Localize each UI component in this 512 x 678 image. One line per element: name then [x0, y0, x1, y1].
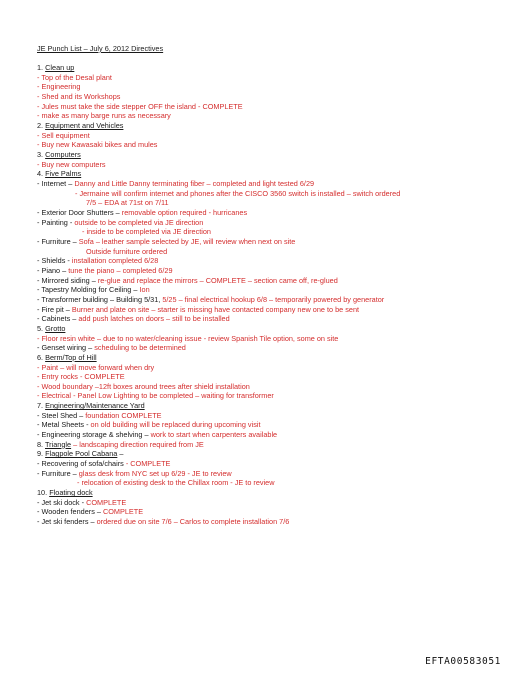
- item-label: - Engineering storage & shelving –: [37, 430, 151, 440]
- list-item: [37, 478, 487, 488]
- item-status: on old building will be replaced during upcoming visit: [90, 420, 261, 430]
- item-status: Ion: [139, 285, 150, 295]
- item-status: - Buy new Kawasaki bikes and mules: [37, 140, 158, 150]
- section-number: 8.: [37, 439, 44, 449]
- item-status: work to start when carpenters available: [150, 430, 278, 440]
- list-item: [37, 227, 487, 237]
- item-status: - inside to be completed via JE direction: [82, 227, 211, 237]
- item-label: - Fire pit –: [37, 304, 72, 314]
- section-heading: [37, 440, 487, 450]
- section-number: 5.: [37, 323, 44, 333]
- list-item: [37, 334, 487, 344]
- list-item: [37, 391, 487, 401]
- list-item: [37, 208, 487, 218]
- list-item: [37, 314, 487, 324]
- list-item: [37, 498, 487, 508]
- section-heading: [37, 121, 487, 131]
- item-label: - Metal Sheets -: [37, 420, 91, 430]
- section-title: Five Palms: [45, 169, 82, 179]
- list-item: [37, 198, 487, 208]
- item-status: removable option required - hurricanes: [121, 208, 248, 217]
- item-status: glass desk from NYC set up 6/29 - JE to review: [78, 468, 232, 478]
- item-status: tune the piano – completed 6/29: [68, 265, 173, 275]
- list-item: [37, 372, 487, 382]
- section-title: Computers: [45, 150, 81, 160]
- section-heading: [37, 449, 487, 459]
- punch-list-document: [37, 44, 487, 527]
- item-status: Outside furniture ordered: [86, 246, 168, 256]
- list-item: [37, 102, 487, 112]
- section-title: Berm/Top of Hill: [45, 352, 97, 362]
- list-item: [37, 420, 487, 430]
- section-heading: [37, 401, 487, 411]
- item-label: - Genset wiring –: [37, 343, 95, 353]
- item-status: 5/25 – final electrical hookup 6/8 – temporarily powered by generator: [162, 294, 385, 304]
- section-heading: [37, 324, 487, 334]
- section-heading: [37, 488, 487, 498]
- section-number: 7.: [37, 401, 44, 411]
- section-title: Flagpole Pool Cabana: [45, 449, 118, 459]
- list-item: [37, 247, 487, 257]
- item-label: - Jet ski dock -: [37, 497, 87, 507]
- item-label: - Transformer building – Building 5/31,: [37, 294, 163, 304]
- section-number: 1.: [37, 63, 44, 73]
- item-status: installation completed 6/28: [71, 256, 159, 266]
- section-title: Triangle: [45, 439, 72, 449]
- item-label: - Jet ski fenders –: [37, 517, 97, 526]
- list-item: [37, 140, 487, 150]
- item-status: outside to be completed via JE direction: [74, 217, 204, 227]
- item-label: - Recovering of sofa/chairs: [37, 459, 126, 469]
- item-status: - Top of the Desal plant: [37, 72, 112, 82]
- list-item: [37, 266, 487, 276]
- item-status: - Entry rocks - COMPLETE: [37, 372, 125, 382]
- item-label: - Steel Shed –: [37, 410, 86, 420]
- item-status: - Shed and its Workshops: [37, 92, 121, 102]
- list-item: [37, 295, 487, 305]
- item-label: - Piano –: [37, 265, 69, 275]
- section-heading: [37, 353, 487, 363]
- item-status: - Electrical - Panel Low Lighting to be completed – waiting for transformer: [37, 391, 274, 401]
- list-item: [37, 507, 487, 517]
- list-item: [37, 517, 487, 527]
- list-item: [37, 92, 487, 102]
- item-status: - Engineering: [37, 82, 81, 92]
- section-title: Equipment and Vehicles: [45, 121, 124, 131]
- item-status: ordered due on site 7/6 – Carlos to complete installation 7/6: [96, 517, 290, 526]
- item-status: Sofa – leather sample selected by JE, will review when next on site: [78, 236, 296, 246]
- item-status: - Buy new computers: [37, 159, 106, 169]
- section-title-suffix: –: [117, 449, 124, 459]
- document-id-footer: EFTA00583051: [425, 656, 501, 667]
- item-status: 7/5 – EDA at 71st on 7/11: [86, 198, 169, 208]
- item-label: - Furniture –: [37, 468, 79, 478]
- item-label: - Cabinets –: [37, 314, 79, 324]
- item-status: re-glue and replace the mirrors – COMPLETE – section came off, re-glued: [97, 275, 338, 285]
- punch-list-body: [37, 63, 487, 527]
- item-label: - Exterior Door Shutters –: [37, 208, 122, 217]
- list-item: [37, 189, 487, 199]
- item-label: - Shields -: [37, 256, 72, 266]
- section-title: Floating dock: [49, 488, 93, 498]
- list-item: [37, 285, 487, 295]
- list-item: [37, 276, 487, 286]
- section-number: 3.: [37, 150, 44, 160]
- item-label: - Mirrored siding –: [37, 275, 98, 285]
- section-number: 4.: [37, 169, 44, 179]
- item-status: - Wood boundary –12ft boxes around trees after shield installation: [37, 381, 250, 391]
- list-item: [37, 305, 487, 315]
- list-item: [37, 131, 487, 141]
- list-item: [37, 363, 487, 373]
- item-label: - Tapestry Molding for Ceiling –: [37, 285, 140, 295]
- item-status: - Floor resin white – due to no water/cleaning issue - review Spanish Tile option, some on site: [37, 333, 339, 343]
- section-heading: [37, 63, 487, 73]
- item-status: - relocation of existing desk to the Chillax room - JE to review: [77, 478, 275, 488]
- list-item: [37, 179, 487, 189]
- section-number: 2.: [37, 121, 44, 131]
- list-item: [37, 218, 487, 228]
- section-number: 10.: [37, 488, 48, 498]
- item-status: foundation COMPLETE: [85, 410, 162, 420]
- section-title-note: – landscaping direction required from JE: [71, 439, 204, 449]
- item-status: COMPLETE: [102, 507, 144, 517]
- item-status: - Sell equipment: [37, 130, 90, 140]
- list-item: [37, 343, 487, 353]
- section-number: 6.: [37, 352, 44, 362]
- item-label: - Internet –: [37, 179, 75, 189]
- item-label: - Painting -: [37, 217, 75, 227]
- list-item: [37, 411, 487, 421]
- list-item: [37, 459, 487, 469]
- list-item: [37, 469, 487, 479]
- item-label: - Furniture –: [37, 236, 79, 246]
- list-item: [37, 111, 487, 121]
- section-title: Grotto: [45, 323, 66, 333]
- list-item: [37, 237, 487, 247]
- section-title: Engineering/Maintenance Yard: [45, 401, 145, 411]
- section-heading: [37, 150, 487, 160]
- list-item: [37, 73, 487, 83]
- item-status: - Jules must take the side stepper OFF the island - COMPLETE: [37, 101, 243, 111]
- section-heading: [37, 169, 487, 179]
- item-status: - Jermaine will confirm internet and phones after the CISCO 3560 switch is installed – switch ordered: [75, 188, 401, 198]
- document-title: JE Punch List – July 6, 2012 Directives: [37, 44, 164, 53]
- item-status: - COMPLETE: [125, 459, 171, 469]
- list-item: [37, 160, 487, 170]
- item-status: - make as many barge runs as necessary: [37, 111, 171, 121]
- section-title: Clean up: [45, 63, 75, 73]
- list-item: [37, 430, 487, 440]
- item-status: COMPLETE: [86, 497, 127, 507]
- list-item: [37, 256, 487, 266]
- item-status: Danny and Little Danny terminating fiber – completed and light tested 6/29: [74, 179, 315, 189]
- item-label: - Wooden fenders –: [37, 507, 103, 517]
- item-status: - Paint – will move forward when dry: [37, 362, 155, 372]
- section-number: 9.: [37, 449, 44, 459]
- list-item: [37, 82, 487, 92]
- item-status: scheduling to be determined: [94, 343, 186, 353]
- item-status: add push latches on doors – still to be installed: [78, 314, 230, 324]
- list-item: [37, 382, 487, 392]
- item-status: Burner and plate on site – starter is missing have contacted company new one to be sent: [71, 304, 360, 314]
